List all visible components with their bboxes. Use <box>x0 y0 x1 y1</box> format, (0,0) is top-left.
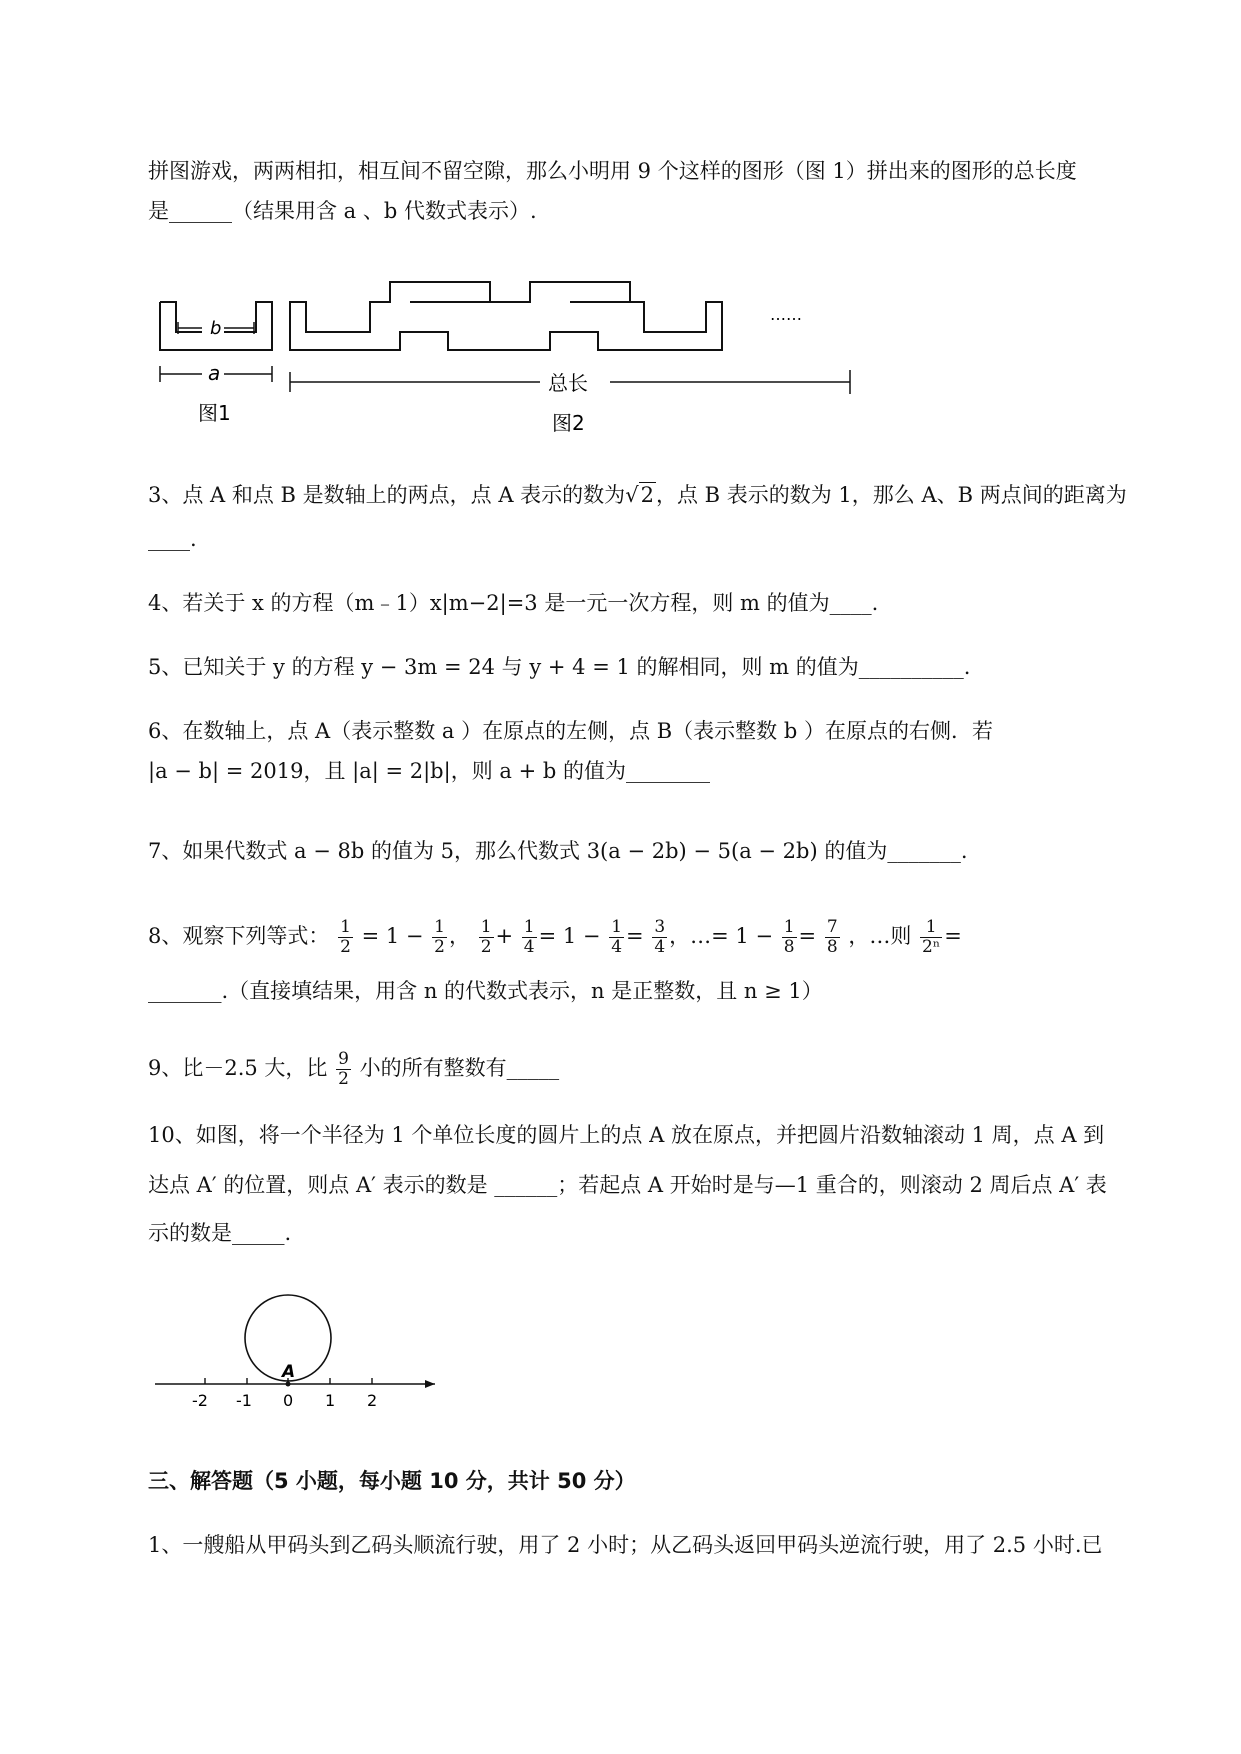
q5: 5、已知关于 y 的方程 y − 3m = 24 与 y + 4 = 1 的解相同，则 m 的值为__________. <box>148 655 971 679</box>
q8-frac: $\frac{1}{8}$ <box>783 917 795 957</box>
tick-label: 1 <box>325 1391 336 1410</box>
q3-sqrt: 2 <box>640 483 654 507</box>
q8-line-2: _______.（直接填结果，用含 n 的代数式表示，n 是正整数，且 n ≥ 1） <box>148 979 823 1003</box>
label-b: b <box>210 318 222 339</box>
label-a: a <box>208 361 221 385</box>
puzzle-figure <box>150 262 870 432</box>
intro-line-2: 是______（结果用含 a 、b 代数式表示）. <box>148 199 537 223</box>
caption-fig2: 图2 <box>552 411 585 432</box>
q3-line-2: ____. <box>148 527 197 551</box>
caption-fig1: 图1 <box>198 401 231 425</box>
axis-arrow-icon <box>425 1380 435 1388</box>
point-a-label: A <box>282 1362 296 1382</box>
q8-frac: $\frac{1}{2}$ <box>480 917 492 957</box>
tick-label: -1 <box>236 1391 252 1410</box>
q8-frac: $\frac{1}{4}$ <box>611 917 623 957</box>
q8-eq1-rhs: = 1 − <box>361 924 424 948</box>
q9-frac: $\frac{9}{2}$ <box>338 1049 349 1089</box>
intro-line-1: 拼图游戏，两两相扣，相互间不留空隙，那么小明用 9 个这样的图形（图 1）拼出来的图形的总长度 <box>148 159 1077 183</box>
q8-then: ，…则 <box>848 924 912 948</box>
q10-line-3: 示的数是_____. <box>148 1221 292 1245</box>
q3-line-1: 3、点 A 和点 B 是数轴上的两点，点 A 表示的数为√2，点 B 表示的数为 1，那么 A、B 两点间的距离为 <box>148 483 1127 507</box>
q9-before: 9、比－2.5 大，比 <box>148 1056 328 1080</box>
q8-frac: $\frac{1}{2}$ <box>340 917 351 957</box>
point-a <box>286 1382 291 1387</box>
ellipsis: …… <box>770 305 802 324</box>
q6-line-1: 6、在数轴上，点 A（表示整数 a ）在原点的左侧，点 B（表示整数 b ）在原点的右侧．若 <box>148 719 993 743</box>
q10-line-1: 10、如图，将一个半径为 1 个单位长度的圆片上的点 A 放在原点，并把圆片沿数轴滚动 1 周，点 A 到 <box>148 1123 1105 1147</box>
q7: 7、如果代数式 a − 8b 的值为 5，那么代数式 3(a − 2b) − 5(a − 2b) 的值为_______. <box>148 839 968 863</box>
q3-text-b: ，点 B 表示的数为 1，那么 A、B 两点间的距离为 <box>655 483 1127 507</box>
q4: 4、若关于 x 的方程（m﹣1）x|m−2|=3 是一元一次方程，则 m 的值为____. <box>148 591 879 615</box>
section-3-title: 三、解答题（5 小题，每小题 10 分，共计 50 分） <box>148 1469 636 1493</box>
label-total: 总长 <box>548 371 588 395</box>
tick-label: -2 <box>192 1391 208 1410</box>
tick-label: 0 <box>283 1391 294 1410</box>
circle-figure <box>150 1290 450 1420</box>
q6-line-2: |a − b| = 2019，且 |a| = 2|b|，则 a + b 的值为________ <box>148 759 710 783</box>
s3-q1: 1、一艘船从甲码头到乙码头顺流行驶，用了 2 小时；从乙码头返回甲码头逆流行驶，用了 2.5 小时.已 <box>148 1533 1103 1557</box>
tick-label: 2 <box>367 1391 378 1410</box>
q8-line-1: 8、观察下列等式： $\frac{1}{2}$ = 1 − $\frac{1}{2}$ ， $\frac{1}{2}$ + $\frac{1}{4}$ = 1 − $\frac{1}{4}$ = $\frac{3}{4}$ ，…= 1 − $\frac{1}{8}$ = $\frac{7}{8}$ ，…则 $\frac{1}{\text{2ⁿ}}$ = <box>148 917 962 957</box>
fig2-shape <box>290 282 722 350</box>
q9-after: 小的所有整数有_____ <box>359 1056 560 1080</box>
q8-frac: $\frac{1}{2}$ <box>434 917 445 957</box>
q8-frac: $\frac{3}{4}$ <box>654 917 666 957</box>
q9 <box>148 1050 559 1089</box>
q10-line-2: 达点 A′ 的位置，则点 A′ 表示的数是 ______；若起点 A 开始时是与—1 重合的，则滚动 2 周后点 A′ 表 <box>148 1173 1107 1197</box>
q3-text-a: 3、点 A 和点 B 是数轴上的两点，点 A 表示的数为 <box>148 483 626 507</box>
q8-prefix: 8、观察下列等式： <box>148 924 330 948</box>
q8-frac: $\frac{1}{\text{2ⁿ}}$ <box>922 917 941 957</box>
q8-frac: $\frac{7}{8}$ <box>826 917 838 957</box>
q8-frac: $\frac{1}{4}$ <box>523 917 535 957</box>
